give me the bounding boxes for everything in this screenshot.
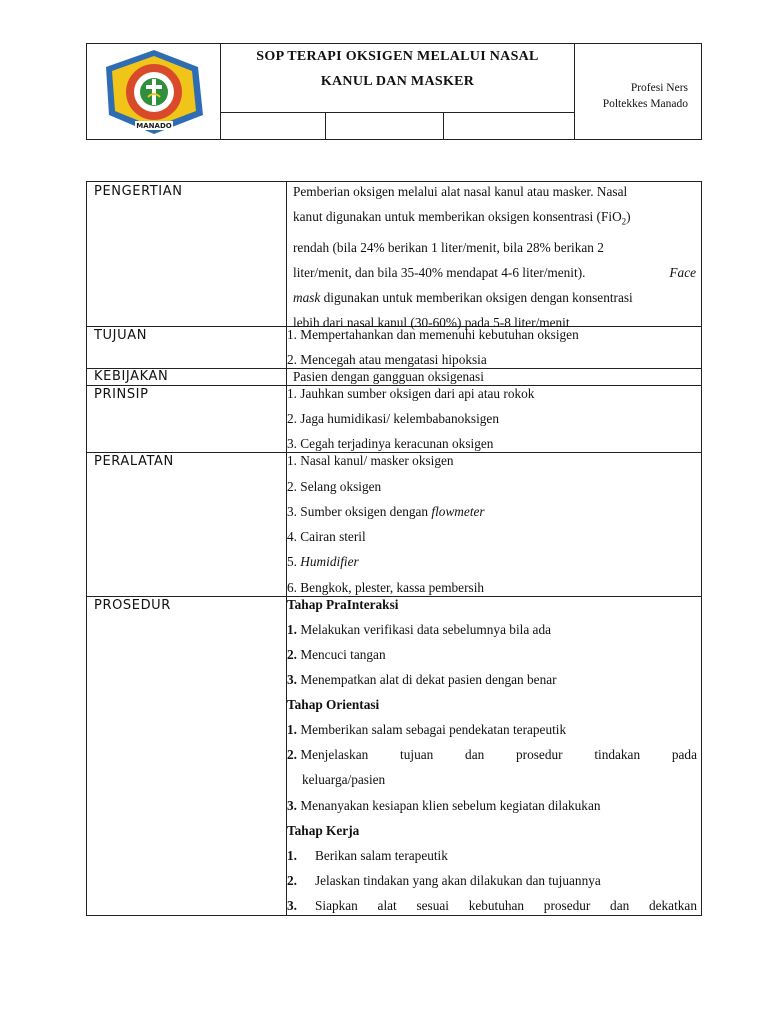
title-line-1: SOP TERAPI OKSIGEN MELALUI NASAL bbox=[256, 49, 539, 64]
peralatan-item-6: 6. Bengkok, plester, kassa pembersih bbox=[287, 580, 485, 595]
pengertian-line-4: liter/menit, dan bila 35-40% mendapat 4-6 liter/menit). Face bbox=[293, 264, 696, 280]
institution-info bbox=[575, 80, 702, 112]
program-name: Profesi Ners bbox=[630, 82, 688, 94]
sop-table bbox=[86, 181, 702, 916]
ori-item-2: 2. Menjelaskan tujuan dan prosedur tindakan pada bbox=[287, 747, 697, 762]
svg-text:MANADO: MANADO bbox=[136, 122, 172, 130]
prinsip-item-1: 1. Jauhkan sumber oksigen dari api atau rokok bbox=[287, 386, 535, 401]
peralatan-item-5: 5. Humidifier bbox=[287, 554, 359, 569]
peralatan-item-2: 2. Selang oksigen bbox=[287, 479, 382, 494]
pengertian-text bbox=[293, 179, 696, 335]
pengertian-line-5: mask digunakan untuk memberikan oksigen dengan konsentrasi bbox=[293, 289, 633, 305]
prinsip-item-2: 2. Jaga humidikasi/ kelembabanoksigen bbox=[287, 411, 499, 426]
ori-item-1: 1. Memberikan salam sebagai pendekatan terapeutik bbox=[287, 722, 567, 737]
heading-orientasi: Tahap Orientasi bbox=[287, 697, 380, 712]
ori-item-2-cont: keluarga/pasien bbox=[302, 772, 386, 787]
pra-item-3: 3. Menempatkan alat di dekat pasien dengan benar bbox=[287, 672, 557, 687]
label-kebijakan: KEBIJAKAN bbox=[94, 369, 169, 384]
label-prosedur: PROSEDUR bbox=[94, 598, 171, 613]
label-peralatan: PERALATAN bbox=[94, 454, 174, 469]
header-table bbox=[86, 43, 702, 140]
pra-item-1: 1. Melakukan verifikasi data sebelumnya bila ada bbox=[287, 622, 552, 637]
institution-logo bbox=[103, 47, 206, 137]
kerja-item-3: 3. Siapkan alat sesuai kebutuhan prosedur dan dekatkan bbox=[287, 898, 697, 913]
pengertian-line-2: kanut digunakan untuk memberikan oksigen konsentrasi (FiO$_2$) bbox=[293, 209, 631, 227]
label-tujuan: TUJUAN bbox=[94, 328, 148, 343]
kerja-item-2: 2. Jelaskan tindakan yang akan dilakukan dan tujuannya bbox=[287, 873, 601, 888]
tujuan-item-2: 2. Mencegah atau mengatasi hipoksia bbox=[287, 352, 487, 367]
institution-name: Poltekkes Manado bbox=[602, 98, 688, 110]
title-line-2: KANUL DAN MASKER bbox=[320, 74, 475, 89]
kebijakan-text: Pasien dengan gangguan oksigenasi bbox=[293, 369, 484, 384]
prinsip-item-3: 3. Cegah terjadinya keracunan oksigen bbox=[287, 436, 494, 451]
label-prinsip: PRINSIP bbox=[94, 387, 149, 402]
label-pengertian: PENGERTIAN bbox=[94, 184, 183, 199]
heading-prainteraksi: Tahap PraInteraksi bbox=[287, 597, 399, 612]
tujuan-item-1: 1. Mempertahankan dan memenuhi kebutuhan oksigen bbox=[287, 327, 579, 342]
heading-kerja: Tahap Kerja bbox=[287, 823, 360, 838]
pra-item-2: 2. Mencuci tangan bbox=[287, 647, 386, 662]
pengertian-line-1: Pemberian oksigen melalui alat nasal kanul atau masker. Nasal bbox=[293, 184, 628, 199]
peralatan-item-3: 3. Sumber oksigen dengan flowmeter bbox=[287, 504, 485, 519]
pengertian-line-3: rendah (bila 24% berikan 1 liter/menit, bila 28% berikan 2 bbox=[293, 239, 604, 255]
peralatan-item-1: 1. Nasal kanul/ masker oksigen bbox=[287, 453, 454, 468]
peralatan-item-4: 4. Cairan steril bbox=[287, 529, 366, 544]
kerja-item-1: 1. Berikan salam terapeutik bbox=[287, 848, 448, 863]
document-title bbox=[221, 44, 574, 112]
ori-item-3: 3. Menanyakan kesiapan klien sebelum kegiatan dilakukan bbox=[287, 798, 601, 813]
pengertian-line-6: lebih dari nasal kanul (30-60%) pada 5-8 liter/menit bbox=[293, 314, 570, 330]
